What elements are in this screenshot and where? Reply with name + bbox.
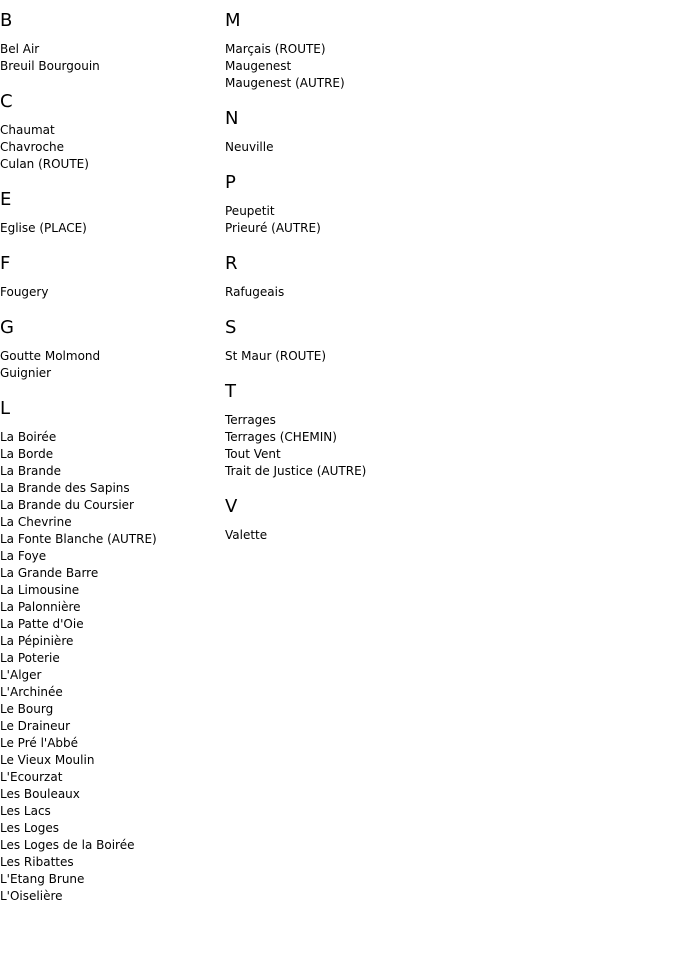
place-entry: Les Lacs: [0, 804, 51, 818]
place-entry: L'Ecourzat: [0, 770, 63, 784]
entry-list: [0, 429, 220, 905]
letter-heading: P: [225, 172, 236, 193]
place-entry: Les Loges de la Boirée: [0, 838, 135, 852]
place-entry: L'Etang Brune: [0, 872, 85, 886]
place-entry: Prieuré (AUTRE): [225, 221, 321, 235]
place-entry: La Chevrine: [0, 515, 72, 529]
place-entry: Maugenest (AUTRE): [225, 76, 345, 90]
place-entry: La Borde: [0, 447, 54, 461]
letter-group: [225, 496, 525, 544]
place-entry: La Limousine: [0, 583, 80, 597]
place-entry: St Maur (ROUTE): [225, 349, 327, 363]
letter-heading: N: [225, 108, 239, 129]
letter-heading: V: [225, 496, 238, 517]
place-entry: Neuville: [225, 140, 274, 154]
letter-heading: G: [0, 317, 14, 338]
place-entry: Trait de Justice (AUTRE): [225, 464, 367, 478]
entry-list: [0, 122, 220, 173]
place-entry: La Brande du Coursier: [0, 498, 134, 512]
entry-list: [0, 284, 220, 301]
place-entry: Fougery: [0, 285, 49, 299]
letter-group: [0, 10, 220, 75]
entry-list: [0, 41, 220, 75]
letter-group: [0, 398, 220, 905]
place-entry: L'Alger: [0, 668, 42, 682]
entry-list: [0, 348, 220, 382]
letter-heading: S: [225, 317, 237, 338]
place-entry: Le Pré l'Abbé: [0, 736, 79, 750]
entry-list: [225, 41, 525, 92]
index-column-right: [225, 10, 525, 560]
letter-group: [225, 172, 525, 237]
place-entry: Le Vieux Moulin: [0, 753, 95, 767]
place-entry: Peupetit: [225, 204, 275, 218]
entry-list: [225, 412, 525, 480]
place-entry: Les Ribattes: [0, 855, 74, 869]
place-entry: Les Loges: [0, 821, 59, 835]
place-entry: La Fonte Blanche (AUTRE): [0, 532, 157, 546]
letter-group: [225, 108, 525, 156]
letter-heading: F: [0, 253, 11, 274]
place-entry: Valette: [225, 528, 268, 542]
place-entry: Le Draineur: [0, 719, 71, 733]
entry-list: [225, 527, 525, 544]
letter-group: [0, 91, 220, 173]
letter-group: [0, 189, 220, 237]
place-entry: La Brande: [0, 464, 61, 478]
place-entry: Chavroche: [0, 140, 65, 154]
place-entry: La Pépinière: [0, 634, 74, 648]
place-entry: Terrages: [225, 413, 276, 427]
place-entry: Terrages (CHEMIN): [225, 430, 337, 444]
letter-group: [225, 317, 525, 365]
entry-list: [225, 203, 525, 237]
letter-group: [0, 317, 220, 382]
place-entry: Breuil Bourgouin: [0, 59, 100, 73]
place-entry: La Boirée: [0, 430, 57, 444]
place-entry: La Grande Barre: [0, 566, 99, 580]
place-entry: Bel Air: [0, 42, 40, 56]
place-entry: L'Archinée: [0, 685, 63, 699]
letter-heading: T: [225, 381, 236, 402]
place-entry: La Foye: [0, 549, 47, 563]
place-entry: Guignier: [0, 366, 52, 380]
place-entry: La Palonnière: [0, 600, 81, 614]
entry-list: [0, 220, 220, 237]
place-entry: L'Oiselière: [0, 889, 63, 903]
place-entry: Rafugeais: [225, 285, 285, 299]
place-entry: Tout Vent: [225, 447, 281, 461]
letter-group: [225, 381, 525, 480]
place-entry: Chaumat: [0, 123, 55, 137]
letter-group: [225, 253, 525, 301]
place-entry: Culan (ROUTE): [0, 157, 89, 171]
place-entry: Les Bouleaux: [0, 787, 80, 801]
place-entry: La Brande des Sapins: [0, 481, 130, 495]
letter-group: [225, 10, 525, 92]
letter-heading: R: [225, 253, 238, 274]
place-entry: Le Bourg: [0, 702, 54, 716]
letter-heading: E: [0, 189, 12, 210]
place-entry: Eglise (PLACE): [0, 221, 87, 235]
place-entry: Goutte Molmond: [0, 349, 101, 363]
letter-heading: L: [0, 398, 11, 419]
letter-group: [0, 253, 220, 301]
entry-list: [225, 284, 525, 301]
entry-list: [225, 139, 525, 156]
place-entry: La Patte d'Oie: [0, 617, 84, 631]
letter-heading: B: [0, 10, 13, 31]
index-column-left: [0, 10, 220, 921]
letter-heading: C: [0, 91, 13, 112]
place-entry: Maugenest: [225, 59, 292, 73]
place-entry: La Poterie: [0, 651, 60, 665]
entry-list: [225, 348, 525, 365]
letter-heading: M: [225, 10, 241, 31]
place-entry: Marçais (ROUTE): [225, 42, 326, 56]
